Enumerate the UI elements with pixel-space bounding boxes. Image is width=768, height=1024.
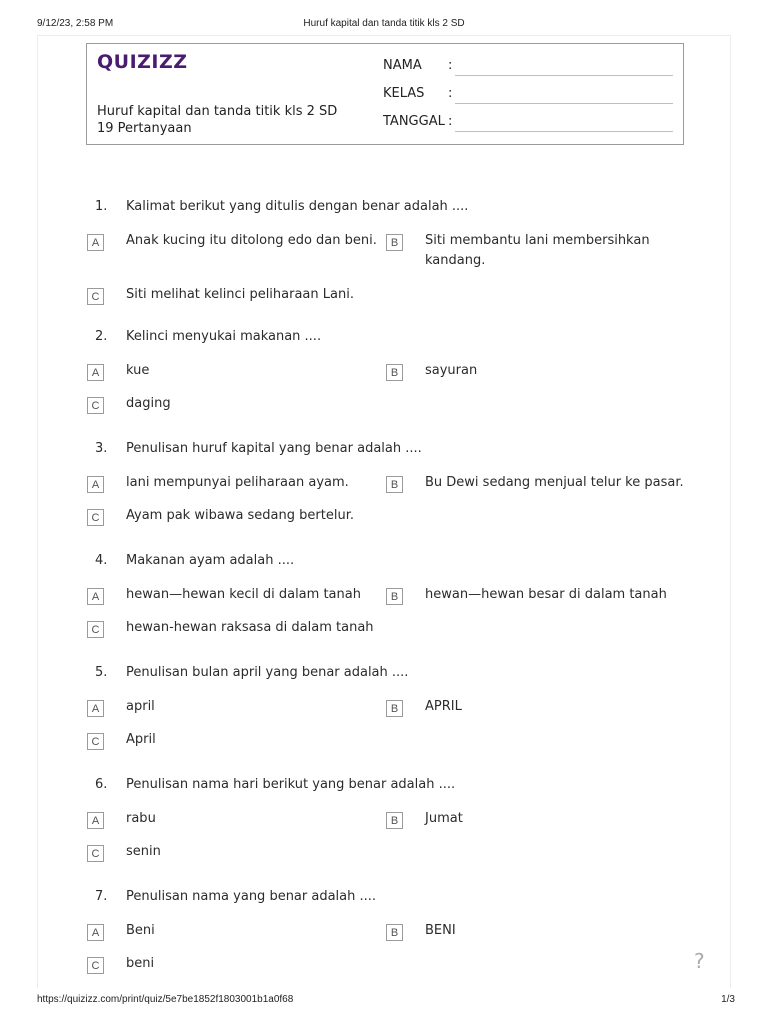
question-item — [0, 199, 768, 313]
question-item — [0, 329, 768, 443]
field-colon: : — [448, 58, 453, 73]
question-number: 7. — [95, 889, 108, 904]
option-letter-box: B — [386, 924, 403, 941]
option-text: Siti melihat kelinci peliharaan Lani. — [126, 287, 354, 302]
question-number: 1. — [95, 199, 108, 214]
option-letter-box: A — [87, 588, 104, 605]
option-text: rabu — [126, 811, 156, 826]
field-colon: : — [448, 86, 453, 101]
question-number: 5. — [95, 665, 108, 680]
field-blank-line — [455, 103, 673, 104]
field-colon: : — [448, 114, 453, 129]
help-icon[interactable]: ? — [694, 949, 705, 973]
question-item — [0, 889, 768, 1003]
option-letter-box: A — [87, 924, 104, 941]
option-letter-box: A — [87, 812, 104, 829]
question-text: Penulisan huruf kapital yang benar adalah .... — [126, 441, 422, 456]
option-text: daging — [126, 396, 171, 411]
option-text: Siti membantu lani membersihkan kandang. — [425, 233, 650, 268]
question-text: Penulisan nama hari berikut yang benar adalah .... — [126, 777, 456, 792]
field-label: KELAS — [383, 86, 425, 101]
question-text: Penulisan nama yang benar adalah .... — [126, 889, 377, 904]
question-text: Kelinci menyukai makanan .... — [126, 329, 322, 344]
option-text: lani mempunyai peliharaan ayam. — [126, 475, 349, 490]
print-page-number: 1/3 — [721, 994, 735, 1005]
option-letter-box: C — [87, 397, 104, 414]
option-letter-box: A — [87, 364, 104, 381]
question-number: 6. — [95, 777, 108, 792]
question-number: 4. — [95, 553, 108, 568]
print-document-title: Huruf kapital dan tanda titik kls 2 SD — [303, 18, 465, 29]
option-text: April — [126, 732, 156, 747]
question-item — [0, 665, 768, 779]
option-letter-box: A — [87, 234, 104, 251]
question-text: Makanan ayam adalah .... — [126, 553, 295, 568]
option-letter-box: C — [87, 957, 104, 974]
option-letter-box: B — [386, 234, 403, 251]
option-text: beni — [126, 956, 155, 971]
option-text: BENI — [425, 923, 456, 938]
option-text: hewan—hewan kecil di dalam tanah — [126, 587, 361, 602]
option-text: Jumat — [425, 811, 463, 826]
print-datetime: 9/12/23, 2:58 PM — [37, 18, 114, 29]
quiz-header — [86, 43, 684, 145]
option-letter-box: B — [386, 588, 403, 605]
question-item — [0, 553, 768, 667]
question-count: 19 Pertanyaan — [97, 121, 192, 136]
option-letter-box: B — [386, 476, 403, 493]
question-item — [0, 441, 768, 555]
option-text: senin — [126, 844, 161, 859]
question-text: Kalimat berikut yang ditulis dengan benar adalah .... — [126, 199, 469, 214]
field-blank-line — [455, 75, 673, 76]
option-letter-box: C — [87, 288, 104, 305]
option-text: Bu Dewi sedang menjual telur ke pasar. — [425, 475, 684, 490]
option-letter-box: B — [386, 700, 403, 717]
option-text: APRIL — [425, 699, 462, 714]
question-number: 3. — [95, 441, 108, 456]
field-label: NAMA — [383, 58, 422, 73]
quizizz-logo: QUIZIZZ — [97, 51, 188, 73]
option-letter-box: A — [87, 700, 104, 717]
option-letter-box: C — [87, 509, 104, 526]
option-text: Anak kucing itu ditolong edo dan beni. — [126, 233, 377, 248]
question-item — [0, 777, 768, 891]
option-letter-box: C — [87, 621, 104, 638]
option-text: Ayam pak wibawa sedang bertelur. — [126, 508, 354, 523]
print-url: https://quizizz.com/print/quiz/5e7be1852f1803001b1a0f68 — [37, 994, 294, 1005]
question-number: 2. — [95, 329, 108, 344]
question-text: Penulisan bulan april yang benar adalah .... — [126, 665, 409, 680]
field-blank-line — [455, 131, 673, 132]
option-letter-box: B — [386, 364, 403, 381]
option-text: hewan-hewan raksasa di dalam tanah — [126, 620, 374, 635]
field-label: TANGGAL — [383, 114, 445, 129]
option-text: april — [126, 699, 155, 714]
option-letter-box: A — [87, 476, 104, 493]
option-text: sayuran — [425, 363, 478, 378]
option-text: kue — [126, 363, 150, 378]
option-letter-box: C — [87, 733, 104, 750]
option-text: hewan—hewan besar di dalam tanah — [425, 587, 667, 602]
option-letter-box: B — [386, 812, 403, 829]
quiz-title: Huruf kapital dan tanda titik kls 2 SD — [97, 104, 338, 119]
option-letter-box: C — [87, 845, 104, 862]
option-text: Beni — [126, 923, 155, 938]
